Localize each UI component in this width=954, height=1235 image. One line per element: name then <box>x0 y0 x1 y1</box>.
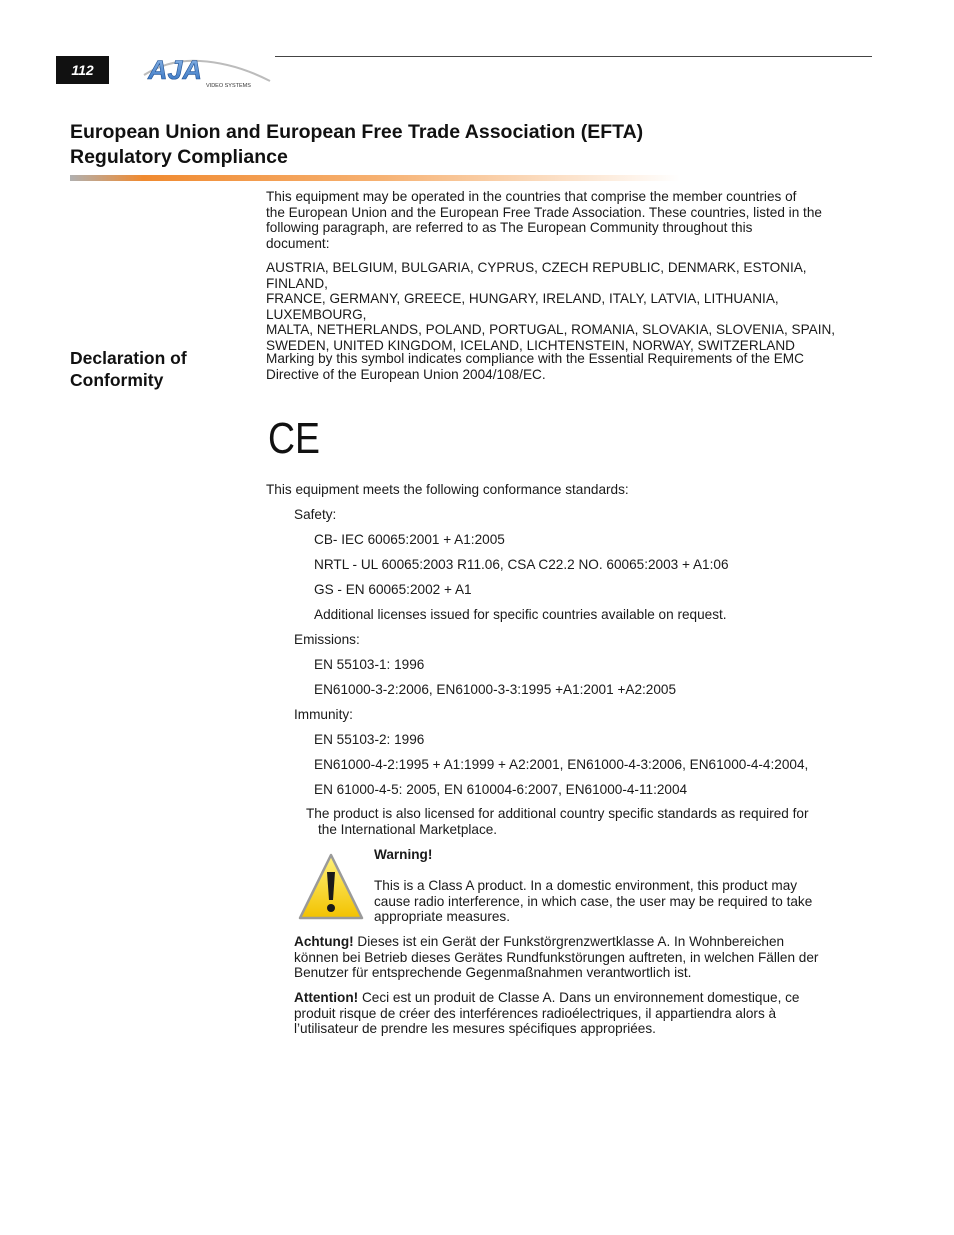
countries-list: AUSTRIA, BELGIUM, BULGARIA, CYPRUS, CZECH REPUBLIC, DENMARK, ESTONIA, FINLAND, FRANCE, GERMANY, GREECE, HUNGARY, IRELAND, ITALY, LATVIA, LITHUANIA, LUXEMBOURG, MALTA, NETHERLANDS, POLAND, PORTUGAL, ROMANIA, SLOVAKIA, SLOVENIA, SPAIN, SWEDEN, UNITED KINGDOM, ICELAND, LICHTENSTEIN, NORWAY, SWITZERLAND <box>266 260 836 353</box>
achtung-paragraph: Achtung! Dieses ist ein Gerät der Funkstörgrenzwertklasse A. In Wohnbereichen können bei Betrieb dieses Gerätes Rundfunkstörungen auftreten, in welchen Fällen der Benutzer für entsprechende Gegenmaßnahmen verantwortlich ist. <box>294 934 819 981</box>
section-title <box>70 120 710 170</box>
immunity-item: EN61000-4-2:1995 + A1:1999 + A2:2001, EN61000-4-3:2006, EN61000-4-4:2004, <box>314 757 809 772</box>
safety-label: Safety: <box>294 507 337 522</box>
header-rule <box>275 56 872 57</box>
safety-item: Additional licenses issued for specific countries available on request. <box>314 607 727 622</box>
emissions-item: EN 55103-1: 1996 <box>314 657 425 672</box>
ce-mark-icon <box>268 414 322 463</box>
emissions-label: Emissions: <box>294 632 360 647</box>
immunity-item: EN 55103-2: 1996 <box>314 732 425 747</box>
aja-logo <box>130 53 275 89</box>
section-title-line-2: Regulatory Compliance <box>70 146 288 168</box>
intro-paragraph: This equipment may be operated in the countries that comprise the member countries of the European Union and the European Free Trade Association. These countries, listed in the following paragraph, are referred to as The European Community throughout this document: <box>266 189 822 251</box>
immunity-item: EN 61000-4-5: 2005, EN 610004-6:2007, EN61000-4-11:2004 <box>314 782 688 797</box>
warning-title: Warning! <box>374 847 433 862</box>
achtung-label: Achtung! <box>294 934 354 949</box>
logo-subtext: VIDEO SYSTEMS <box>206 83 251 89</box>
warning-text: This is a Class A product. In a domestic environment, this product may cause radio interference, in which case, the user may be required to take appropriate measures. <box>374 878 813 925</box>
safety-item: CB- IEC 60065:2001 + A1:2005 <box>314 532 505 547</box>
logo-text: AJA <box>148 55 203 85</box>
additional-licensing: The product is also licensed for additional country specific standards as required for the International Marketplace. <box>306 806 809 837</box>
title-underline <box>70 175 680 181</box>
svg-text:CE: CE <box>268 414 320 463</box>
emissions-item: EN61000-3-2:2006, EN61000-3-3:1995 +A1:2001 +A2:2005 <box>314 682 677 697</box>
attention-label: Attention! <box>294 990 359 1005</box>
page-number: 112 <box>56 56 109 84</box>
immunity-label: Immunity: <box>294 707 353 722</box>
declaration-heading: Declaration of Conformity <box>70 348 187 390</box>
attention-paragraph: Attention! Ceci est un produit de Classe A. Dans un environnement domestique, ce produit risque de créer des interférences radioélectriques, il appartiendra alors à l’utilisateur de prendre les mesures spécifiques appropriées. <box>294 990 800 1037</box>
safety-item: GS - EN 60065:2002 + A1 <box>314 582 472 597</box>
safety-item: NRTL - UL 60065:2003 R11.06, CSA C22.2 NO. 60065:2003 + A1:06 <box>314 557 729 572</box>
warning-triangle-icon <box>297 852 365 922</box>
section-title-line-1: European Union and European Free Trade Association (EFTA) <box>70 121 644 143</box>
standards-intro: This equipment meets the following conformance standards: <box>266 482 629 497</box>
marking-paragraph: Marking by this symbol indicates compliance with the Essential Requirements of the EMC Directive of the European Union 2004/108/EC. <box>266 351 804 382</box>
